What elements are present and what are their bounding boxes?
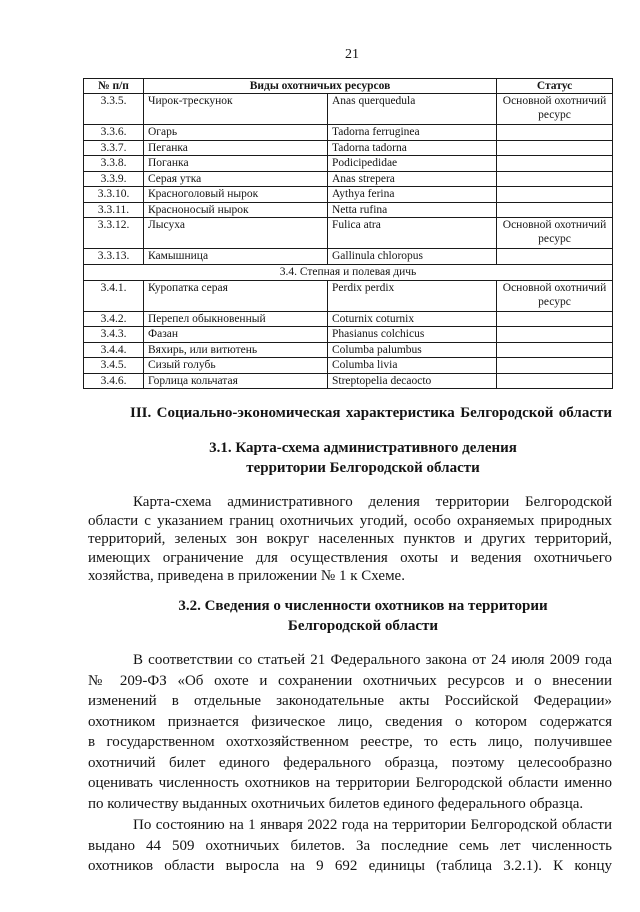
table-cell-latin-name: Tadorna ferruginea xyxy=(328,125,497,141)
paragraph-line: охотников области выросла на 9 692 единицы (таблица 3.2.1). К концу xyxy=(88,858,612,874)
heading-line: Белгородской области xyxy=(287,618,439,634)
table-cell-latin-name: Streptopelia decaocto xyxy=(328,373,497,389)
table-cell-status xyxy=(497,342,613,358)
heading-3-2 xyxy=(114,596,612,636)
table-cell-species-name: Чирок-трескунок xyxy=(144,94,328,125)
table-cell-status xyxy=(497,327,613,343)
table-cell-number: 3.4.5. xyxy=(84,358,144,374)
table-section-title: 3.4. Степная и полевая дичь xyxy=(84,264,613,280)
table-cell-status xyxy=(497,202,613,218)
paragraph-line: области с указанием границ охотничьих угодий, особо охраняемых природных xyxy=(88,512,612,529)
table-cell-number: 3.3.7. xyxy=(84,140,144,156)
paragraph-line: имеющих ограничение для осуществления охоты и ведения охотничьего xyxy=(88,549,612,566)
table-cell-latin-name: Anas strepera xyxy=(328,171,497,187)
heading-line: 3.1. Карта-схема административного деления xyxy=(209,440,517,456)
table-cell-latin-name: Perdix perdix xyxy=(328,280,497,311)
table-cell-number: 3.4.2. xyxy=(84,311,144,327)
table-cell-latin-name: Gallinula chloropus xyxy=(328,249,497,265)
paragraph-line: В соответствии со статьей 21 Федерального закона от 24 июля 2009 года xyxy=(133,652,612,668)
paragraph-map-scheme xyxy=(88,493,612,586)
table-row xyxy=(84,94,613,125)
table-cell-number: 3.3.9. xyxy=(84,171,144,187)
paragraph-line: Карта-схема административного деления территории Белгородской xyxy=(133,494,612,510)
table-cell-status xyxy=(497,249,613,265)
table-cell-species-name: Красноголовый нырок xyxy=(144,187,328,203)
table-cell-status xyxy=(497,125,613,141)
table-row xyxy=(84,311,613,327)
table-cell-status xyxy=(497,373,613,389)
table-cell-species-name: Куропатка серая xyxy=(144,280,328,311)
table-cell-latin-name: Netta rufina xyxy=(328,202,497,218)
table-row xyxy=(84,218,613,249)
table-cell-latin-name: Fulica atra xyxy=(328,218,497,249)
heading-line: территории Белгородской области xyxy=(246,460,480,476)
table-cell-latin-name: Podicipedidae xyxy=(328,156,497,172)
table-cell-latin-name: Columba palumbus xyxy=(328,342,497,358)
table-cell-latin-name: Tadorna tadorna xyxy=(328,140,497,156)
table-row xyxy=(84,358,613,374)
table-cell-number: 3.3.13. xyxy=(84,249,144,265)
table-cell-species-name: Серая утка xyxy=(144,171,328,187)
paragraph-line: в государственном охотхозяйственном реестре, то есть лицо, получившее xyxy=(88,734,612,750)
table-row xyxy=(84,202,613,218)
table-cell-species-name: Перепел обыкновенный xyxy=(144,311,328,327)
table-row xyxy=(84,140,613,156)
table-cell-number: 3.4.3. xyxy=(84,327,144,343)
table-cell-number: 3.4.6. xyxy=(84,373,144,389)
table-cell-status xyxy=(497,358,613,374)
table-cell-species-name: Поганка xyxy=(144,156,328,172)
paragraph-line: выдано 44 509 охотничьих билетов. За последние семь лет численность xyxy=(88,837,612,854)
paragraph-line: хозяйства, приведена в приложении № 1 к Схеме. xyxy=(88,568,405,584)
table-row xyxy=(84,342,613,358)
paragraph-line: изменений в отдельные законодательные акты Российской Федерации» xyxy=(88,693,612,709)
heading-line: 3.2. Сведения о численности охотников на территории xyxy=(178,598,548,614)
table-cell-species-name: Огарь xyxy=(144,125,328,141)
table-cell-latin-name: Phasianus colchicus xyxy=(328,327,497,343)
paragraph-line: по количеству выданных охотничьих билетов единого федерального образца. xyxy=(88,795,584,812)
table-cell-status: Основной охотничий ресурс xyxy=(497,94,613,125)
table-cell-species-name: Камышница xyxy=(144,249,328,265)
table-cell-latin-name: Aythya ferina xyxy=(328,187,497,203)
header-number: № п/п xyxy=(84,79,144,94)
heading-3-1 xyxy=(114,438,612,478)
table-row xyxy=(84,187,613,203)
table-body xyxy=(84,94,613,389)
paragraph-line: По состоянию на 1 января 2022 года на территории Белгородской области xyxy=(133,817,612,833)
table-row xyxy=(84,249,613,265)
paragraph-hunters-count xyxy=(88,815,612,877)
table-cell-status xyxy=(497,140,613,156)
table-cell-latin-name: Columba livia xyxy=(328,358,497,374)
chapter-title: III. Социально-экономическая характеристика Белгородской области xyxy=(130,405,612,421)
table-cell-number: 3.3.8. xyxy=(84,156,144,172)
table-cell-status xyxy=(497,156,613,172)
table-cell-number: 3.3.6. xyxy=(84,125,144,141)
table-cell-number: 3.3.5. xyxy=(84,94,144,125)
paragraph-line: территорий, зеленых зон вокруг населенных пунктов и других территорий, xyxy=(88,531,612,547)
paragraph-line: охотником признается физическое лицо, сведения о котором содержатся xyxy=(88,713,612,730)
table-cell-species-name: Вяхирь, или витютень xyxy=(144,342,328,358)
table-cell-number: 3.4.1. xyxy=(84,280,144,311)
table-row xyxy=(84,171,613,187)
table-cell-latin-name: Anas querquedula xyxy=(328,94,497,125)
table-cell-species-name: Фазан xyxy=(144,327,328,343)
table-cell-status: Основной охотничий ресурс xyxy=(497,218,613,249)
table-cell-status xyxy=(497,171,613,187)
header-status: Статус xyxy=(497,79,613,94)
table-cell-species-name: Лысуха xyxy=(144,218,328,249)
table-cell-species-name: Красноносый нырок xyxy=(144,202,328,218)
table-cell-latin-name: Coturnix coturnix xyxy=(328,311,497,327)
paragraph-line: охотничий билет единого федерального образца, поэтому целесообразно xyxy=(88,754,612,771)
paragraph-line: оценивать численность охотников на территории Белгородской области именно xyxy=(88,775,612,791)
table-cell-number: 3.3.12. xyxy=(84,218,144,249)
table-section-row xyxy=(84,264,613,280)
table-row xyxy=(84,373,613,389)
table-cell-status xyxy=(497,187,613,203)
table-header-row xyxy=(84,79,613,94)
table-row xyxy=(84,327,613,343)
table-cell-species-name: Пеганка xyxy=(144,140,328,156)
table-cell-number: 3.3.11. xyxy=(84,202,144,218)
table-cell-status: Основной охотничий ресурс xyxy=(497,280,613,311)
paragraph-line: № 209-ФЗ «Об охоте и сохранении охотничьих ресурсов и о внесении xyxy=(88,672,612,689)
header-species: Виды охотничьих ресурсов xyxy=(144,79,497,94)
table-cell-species-name: Горлица кольчатая xyxy=(144,373,328,389)
table-row xyxy=(84,280,613,311)
page-number: 21 xyxy=(345,47,359,62)
table-cell-number: 3.4.4. xyxy=(84,342,144,358)
table-cell-species-name: Сизый голубь xyxy=(144,358,328,374)
table-row xyxy=(84,156,613,172)
table-row xyxy=(84,125,613,141)
table-cell-status xyxy=(497,311,613,327)
paragraph-hunters-definition xyxy=(88,650,612,814)
hunting-resources-table xyxy=(83,78,613,389)
table-cell-number: 3.3.10. xyxy=(84,187,144,203)
